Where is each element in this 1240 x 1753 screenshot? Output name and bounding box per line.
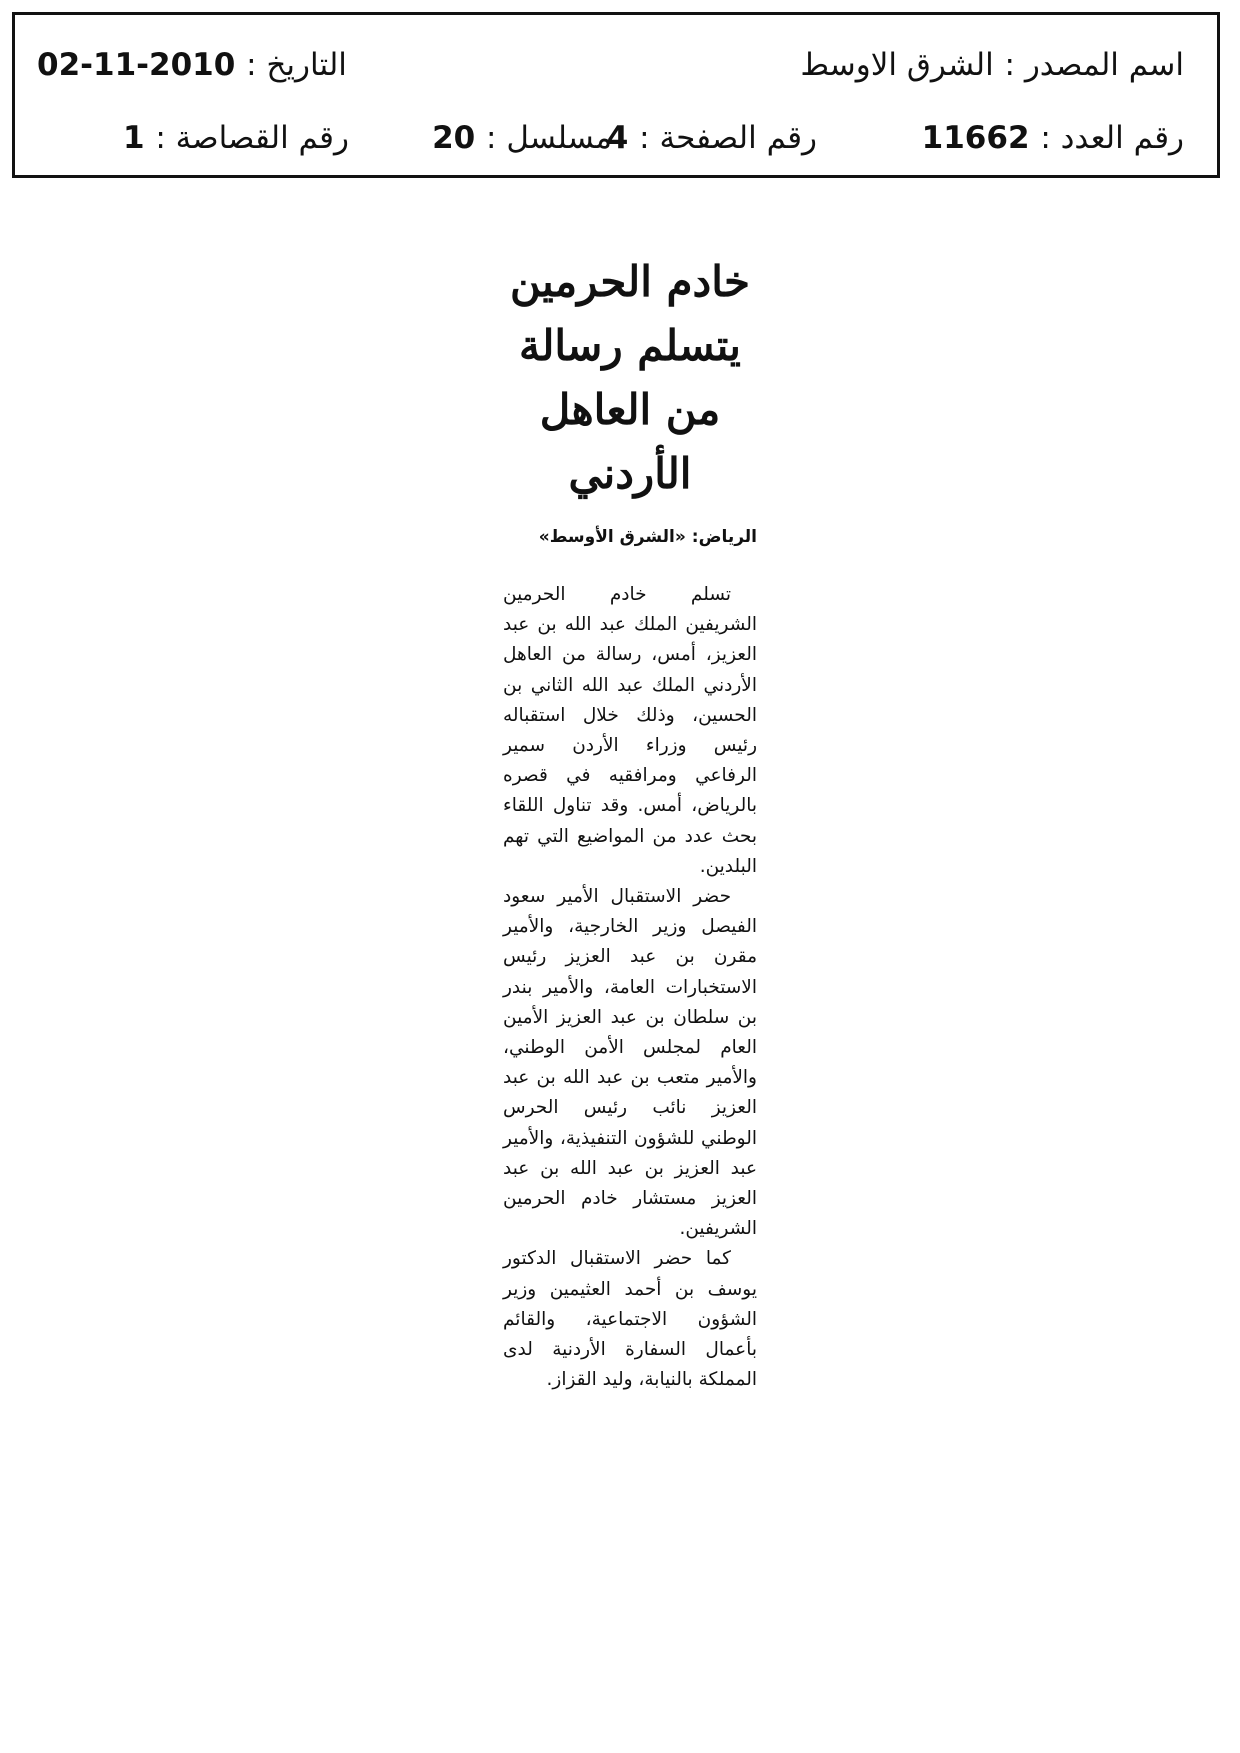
page-field [607,118,817,158]
clipping-number-value: 1 [123,120,145,156]
serial-value: 20 [432,120,476,156]
issue-label: رقم العدد : [1040,120,1184,156]
page-value: 4 [606,120,629,156]
issue-value: 11662 [921,120,1030,156]
clipping-metadata-box [12,12,1220,178]
headline-line: من العاهل الأردني [539,385,721,498]
article-headline [503,250,757,506]
article-paragraph: تسلم خادم الحرمين الشريفين الملك عبد الله بن عبد العزيز، أمس، رسالة من العاهل الأردني الملك عبد الله الثاني بن الحسين، وذلك خلال استقباله رئيس وزراء الأردن سمير الرفاعي ومرافقيه في قصره بالرياض، أمس. وقد تناول اللقاء بحث عدد من المواضيع التي تهم البلدين. [503,584,757,877]
article-body [503,580,757,1395]
article-paragraph: كما حضر الاستقبال الدكتور يوسف بن أحمد العثيمين وزير الشؤون الاجتماعية، والقائم بأعمال السفارة الأردنية لدى المملكة بالنيابة، وليد القزاز. [503,1248,757,1391]
date-label: التاريخ : [246,47,347,83]
date-value: 2010-11-02 [37,47,236,83]
clipping-number-label: رقم القصاصة : [155,120,349,156]
headline-line: خادم الحرمين [510,257,750,306]
newspaper-clipping [503,250,757,1395]
serial-field [432,118,612,158]
page-label: رقم الصفحة : [639,120,817,156]
headline-line: يتسلم رسالة [519,321,741,370]
source-field [800,45,1184,85]
date-field [37,45,347,85]
article-paragraph: حضر الاستقبال الأمير سعود الفيصل وزير الخارجية، والأمير مقرن بن عبد العزيز رئيس الاستخبارات العامة، والأمير بندر بن سلطان بن عبد العزيز الأمين العام لمجلس الأمن الوطني، والأمير متعب بن عبد الله بن عبد العزيز نائب رئيس الحرس الوطني للشؤون التنفيذية، والأمير عبد العزيز بن عبد الله بن عبد العزيز مستشار خادم الحرمين الشريفين. [503,886,757,1240]
serial-label: مسلسل : [486,120,612,156]
source-label: اسم المصدر : [1004,47,1184,83]
issue-field [922,118,1184,158]
source-value: الشرق الاوسط [800,47,994,83]
article-dateline: الرياض: «الشرق الأوسط» [538,527,757,547]
clipping-number-field [123,118,349,158]
